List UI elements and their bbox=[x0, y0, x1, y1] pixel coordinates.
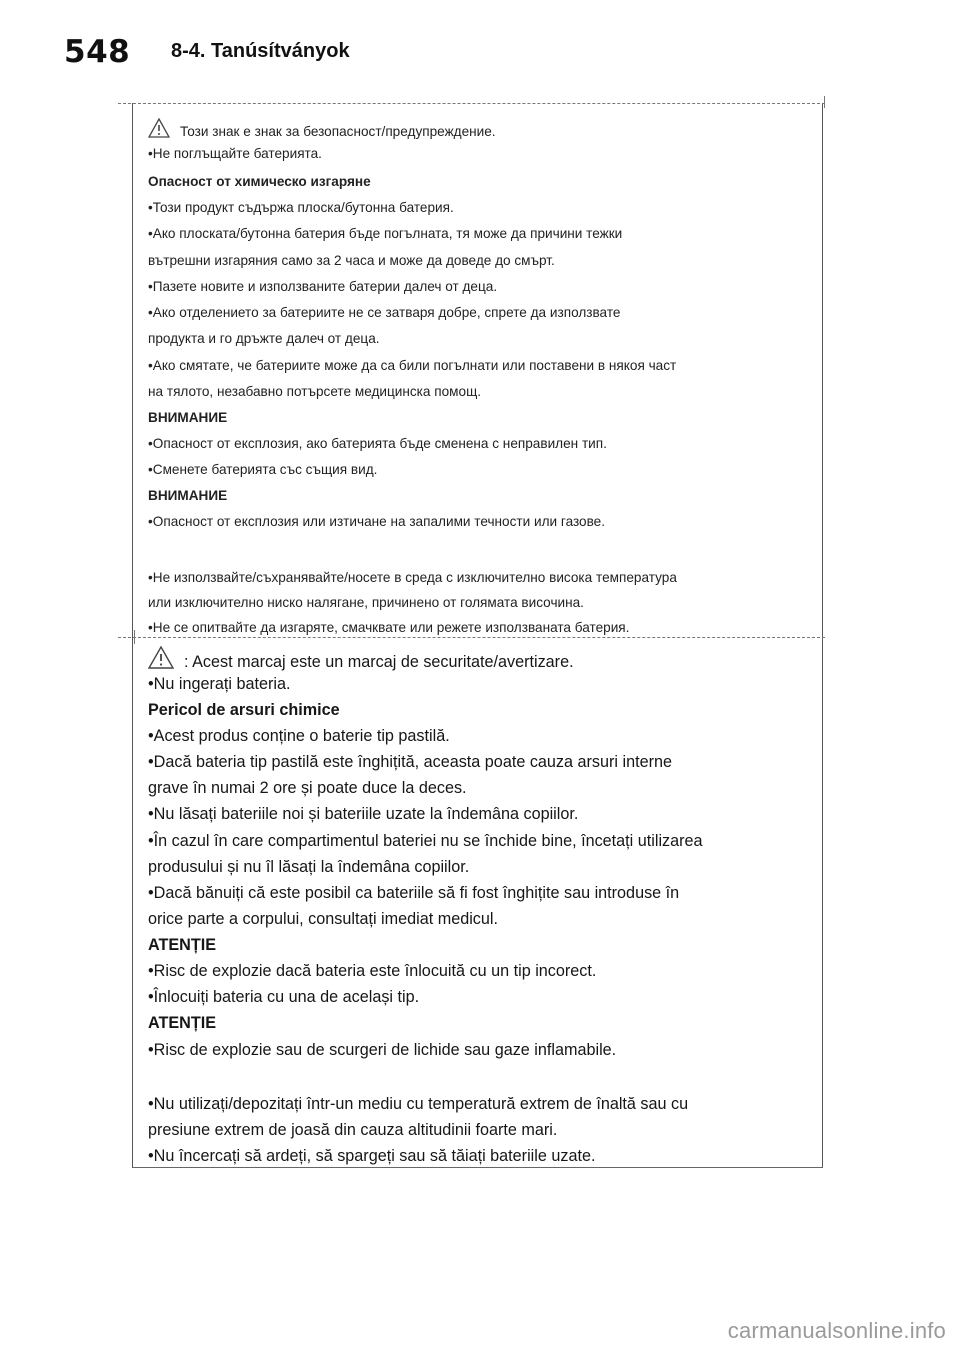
bg-line: или изключително ниско налягане, причинено от голямата височина. bbox=[148, 595, 584, 610]
bg-line: •Опасност от експлозия или изтичане на запалими течности или газове. bbox=[148, 514, 606, 529]
warning-triangle-icon bbox=[148, 118, 170, 141]
bg-line: •Опасност от експлозия, ако батерията бъде сменена с неправилен тип. bbox=[148, 436, 607, 451]
ro-line: •Risc de explozie sau de scurgeri de lichide sau gaze inflamabile. bbox=[148, 1041, 617, 1059]
ro-heading: ATENȚIE bbox=[148, 936, 217, 954]
ro-line: grave în numai 2 ore și poate duce la deces. bbox=[148, 779, 467, 797]
bg-line: на тялото, незабавно потърсете медицинска помощ. bbox=[148, 384, 482, 399]
bg-line: •Пазете новите и използваните батерии далеч от деца. bbox=[148, 279, 498, 294]
warning-triangle-icon bbox=[148, 646, 174, 674]
ro-line: •Înlocuiți bateria cu una de același tip. bbox=[148, 988, 420, 1006]
bg-line: •Този продукт съдържа плоска/бутонна батерия. bbox=[148, 200, 454, 215]
ro-line: produsului și nu îl lăsați la îndemâna copiilor. bbox=[148, 858, 470, 876]
bg-line: вътрешни изгаряния само за 2 часа и може да доведе до смърт. bbox=[148, 253, 555, 268]
bg-line: •Не поглъщайте батерията. bbox=[148, 146, 322, 161]
ro-line: •Nu încercați să ardeți, să spargeți sau să tăiați bateriile uzate. bbox=[148, 1147, 596, 1165]
ro-line: •Nu ingerați bateria. bbox=[148, 675, 291, 693]
middle-dashed-rule bbox=[118, 637, 825, 638]
bg-line: продукта и го дръжте далеч от деца. bbox=[148, 331, 380, 346]
watermark: carmanualsonline.info bbox=[727, 1318, 946, 1343]
bg-line: •Ако плоската/бутонна батерия бъде погълната, тя може да причини тежки bbox=[148, 226, 623, 241]
ro-line: orice parte a corpului, consultați imediat medicul. bbox=[148, 910, 498, 928]
ro-line: •Acest produs conține o baterie tip pastilă. bbox=[148, 727, 450, 745]
ro-heading: Pericol de arsuri chimice bbox=[148, 701, 340, 719]
ro-warning-sign-line bbox=[148, 646, 574, 674]
section-title: 8-4. Tanúsítványok bbox=[171, 40, 350, 62]
ro-line: •Dacă bateria tip pastilă este înghițită, aceasta poate cauza arsuri interne bbox=[148, 753, 672, 771]
page-header bbox=[0, 0, 960, 90]
bg-line: •Сменете батерията със същия вид. bbox=[148, 462, 378, 477]
page-number: 548 bbox=[64, 34, 131, 70]
ro-heading: ATENȚIE bbox=[148, 1014, 217, 1032]
ro-line: •Dacă bănuiți că este posibil ca bateriile să fi fost înghițite sau introduse în bbox=[148, 884, 680, 902]
bg-line: Този знак е знак за безопасност/предупреждение. bbox=[180, 124, 496, 139]
bg-heading: ВНИМАНИЕ bbox=[148, 488, 228, 503]
ro-line: •Nu lăsați bateriile noi și bateriile uzate la îndemâna copiilor. bbox=[148, 805, 579, 823]
top-dashed-rule bbox=[118, 103, 825, 104]
bg-line: •Не се опитвайте да изгаряте, смачквате или режете използваната батерия. bbox=[148, 620, 630, 635]
bg-line: •Не използвайте/съхранявайте/носете в среда с изключително висока температура bbox=[148, 570, 677, 585]
ro-line: •În cazul în care compartimentul bateriei nu se închide bine, încetați utilizarea bbox=[148, 832, 703, 850]
bg-heading: ВНИМАНИЕ bbox=[148, 410, 228, 425]
ro-line: •Risc de explozie dacă bateria este înlocuită cu un tip incorect. bbox=[148, 962, 597, 980]
corner-tick bbox=[824, 96, 825, 108]
corner-tick bbox=[134, 630, 135, 644]
bg-line: •Ако смятате, че батериите може да са били погълнати или поставени в някоя част bbox=[148, 358, 677, 373]
bg-line: •Ако отделението за батериите не се затваря добре, спрете да използвате bbox=[148, 305, 621, 320]
bg-heading: Опасност от химическо изгаряне bbox=[148, 174, 371, 189]
ro-line: presiune extrem de joasă din cauza altitudinii foarte mari. bbox=[148, 1121, 558, 1139]
ro-line: : Acest marcaj este un marcaj de securitate/avertizare. bbox=[184, 653, 574, 671]
ro-line: •Nu utilizați/depozitați într-un mediu cu temperatură extrem de înaltă sau cu bbox=[148, 1095, 689, 1113]
bg-warning-sign-line bbox=[148, 118, 496, 141]
